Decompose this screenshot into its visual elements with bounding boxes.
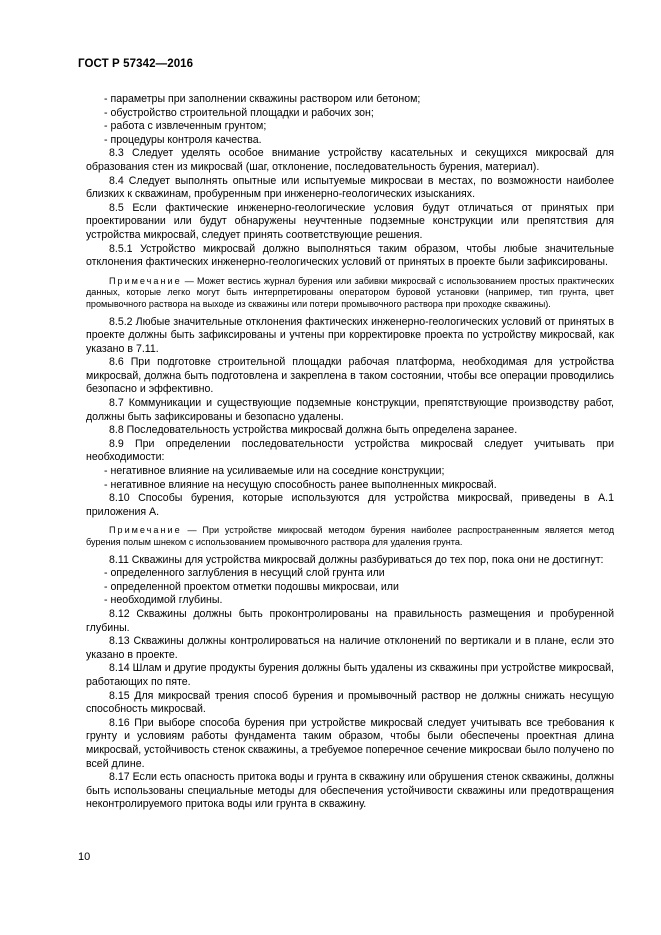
clause-8-4: 8.4 Следует выполнять опытные или испытуемые микросваи в местах, по возможности наиболее близких к скважинам, пробуренным при инженерно-геологических изысканиях.	[86, 174, 614, 201]
clause-8-9: 8.9 При определении последовательности устройства микросвай следует учитывать при необходимости:	[86, 437, 614, 464]
list-item: - обустройство строительной площадки и рабочих зон;	[104, 106, 374, 119]
note-2	[86, 525, 614, 548]
note-1	[86, 276, 614, 311]
clause-8-5: 8.5 Если фактические инженерно-геологические условия будут отличаться от принятых при проектировании или будут обнаружены неучтенные подземные конструкции или препятствия для устройства микросвай, следует принять соответствующие решения.	[86, 201, 614, 241]
clause-8-6: 8.6 При подготовке строительной площадки рабочая платформа, необходимая для устройства микросвай, должна быть подготовлена и закреплена в таком состоянии, чтобы все операции проводились безопасно и эффективно.	[86, 356, 614, 396]
clause-8-10: 8.10 Способы бурения, которые используются для устройства микросвай, приведены в А.1 приложения А.	[86, 492, 614, 518]
clause-8-16: 8.16 При выборе способа бурения при устройстве микросвай следует учитывать все требования к грунту и условиям работы фундамента таким образом, чтобы были обеспечены проектная длина микросвай, устойчивость стенок скважины, а требуемое поперечное сечение микросваи было получено по всей длине.	[86, 716, 615, 770]
list-item: - негативное влияние на несущую способность ранее выполненных микросвай.	[104, 478, 497, 491]
clause-8-12: 8.12 Скважины должны быть проконтролированы на правильность размещения и пробуренной глубины.	[86, 607, 614, 634]
clause-8-17: 8.17 Если есть опасность притока воды и грунта в скважину или обрушения стенок скважины, должны быть использованы специальные методы для обеспечения устойчивости скважины или предотвращения неконтролируемого притока воды или грунта в скважину.	[86, 771, 614, 811]
document-body	[86, 93, 614, 812]
list-item: - негативное влияние на усиливаемые или на соседние конструкции;	[104, 465, 445, 478]
note-label: Примечание	[109, 275, 182, 286]
clause-8-15: 8.15 Для микросвай трения способ бурения и промывочный раствор не должны снижать несущую способность микросвай.	[86, 689, 614, 716]
list-item: - процедуры контроля качества.	[104, 133, 262, 146]
document-header: ГОСТ Р 57342—2016	[78, 58, 194, 70]
clause-8-8: 8.8 Последовательность устройства микросвай должна быть определена заранее.	[109, 424, 518, 437]
clause-8-13: 8.13 Скважины должны контролироваться на наличие отклонений по вертикали и в плане, если это указано в проекте.	[86, 635, 614, 661]
clause-8-5-1: 8.5.1 Устройство микросвай должно выполняться таким образом, чтобы любые значительные отклонения фактических инженерно-геологических условий от принятых в проекте были зафиксированы.	[86, 242, 614, 269]
page-number: 10	[78, 851, 91, 863]
note-text: — При устройстве микросвай методом бурения наиболее распространенным является метод бурения полым шнеком с использованием промывочного раствора для удаления грунта.	[86, 525, 614, 547]
list-item: - определенной проектом отметки подошвы микросваи, или	[104, 580, 399, 593]
list-item: - параметры при заполнении скважины раствором или бетоном;	[104, 93, 421, 105]
note-text: — Может вестись журнал бурения или забивки микросвай с использованием простых практических данных, которые легко могут быть интерпретированы оператором буровой установки (например, тип грунта, цвет промывочного раствора на выходе из скважины или потери промывочного раствора при проходке скважины).	[86, 275, 614, 309]
list-item: - определенного заглубления в несущий слой грунта или	[104, 567, 385, 580]
clause-8-3: 8.3 Следует уделять особое внимание устройству касательных и секущихся микросвай для образования стен из микросвай (шаг, отклонение, последовательность бурения, материал).	[86, 147, 614, 173]
clause-8-5-2: 8.5.2 Любые значительные отклонения фактических инженерно-геологических условий от принятых в проекте должны быть зафиксированы и учтены при корректировке проекта по устройству микросвай, как указано в 7.11.	[86, 315, 614, 355]
list-item: - работа с извлеченным грунтом;	[104, 120, 267, 133]
clause-8-14: 8.14 Шлам и другие продукты бурения должны быть удалены из скважины при устройстве микросвай, работающих по пяте.	[86, 662, 614, 688]
clause-8-11: 8.11 Скважины для устройства микросвай должны разбуриваться до тех пор, пока они не достигнут:	[109, 553, 604, 566]
note-label: Примечание	[109, 525, 182, 536]
clause-8-7: 8.7 Коммуникации и существующие подземные конструкции, препятствующие производству работ, должны быть зафиксированы и безопасно удалены.	[86, 397, 614, 423]
list-item: - необходимой глубины.	[104, 594, 223, 607]
